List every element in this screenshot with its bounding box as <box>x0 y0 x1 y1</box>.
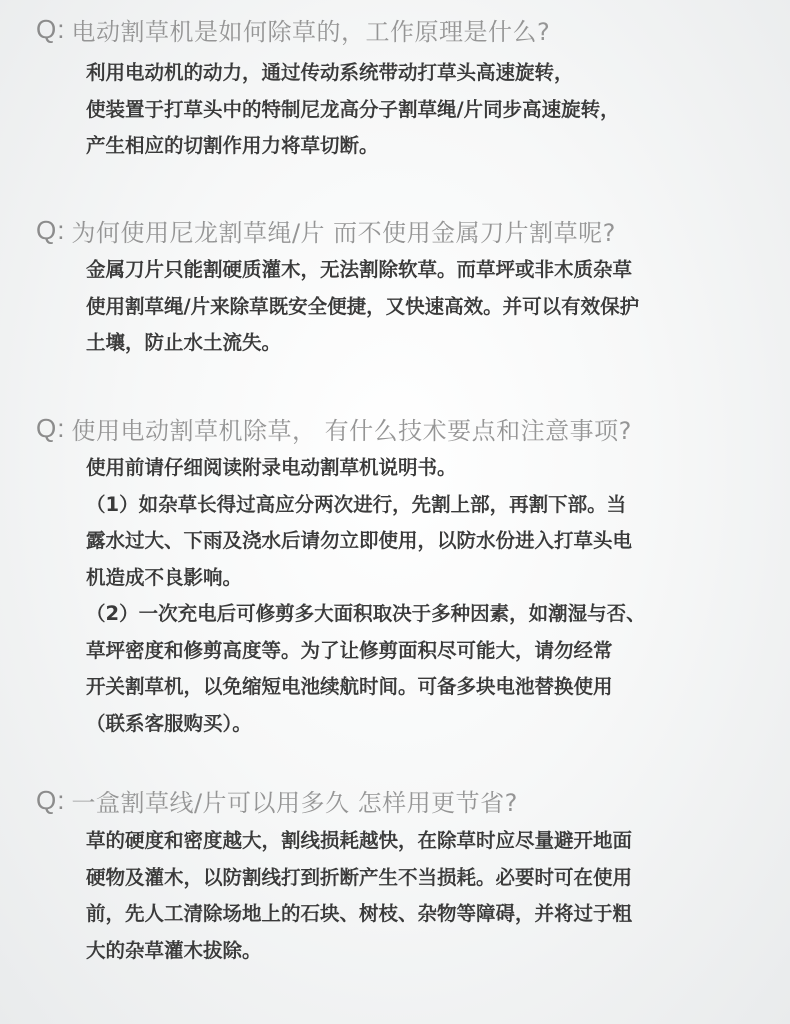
question-prefix: Q: <box>36 13 66 44</box>
answer-line: 草的硬度和密度越大，割线损耗越快，在除草时应尽量避开地面 <box>86 829 633 852</box>
faq-answer <box>86 252 766 362</box>
question-text: 一盒割草线/片可以用多久 怎样用更节省? <box>71 788 518 817</box>
answer-line: （1）如杂草长得过高应分两次进行，先割上部，再割下部。当 <box>86 492 627 516</box>
answer-line: 利用电动机的动力，通过传动系统带动打草头高速旋转， <box>86 61 574 84</box>
question-prefix: Q: <box>36 214 66 245</box>
question-text: 为何使用尼龙割草绳/片 而不使用金属刀片割草呢? <box>71 218 616 247</box>
question-prefix: Q: <box>36 412 66 443</box>
answer-line: 使装置于打草头中的特制尼龙高分子割草绳/片同步高速旋转， <box>86 97 620 121</box>
answer-line: 露水过大、下雨及浇水后请勿立即使用，以防水份进入打草头电 <box>86 529 633 552</box>
answer-line: 开关割草机，以免缩短电池续航时间。可备多块电池替换使用 <box>86 675 613 698</box>
answer-line: 硬物及灌木，以防割线打到折断产生不当损耗。必要时可在使用 <box>86 865 633 889</box>
answer-line: 土壤，防止水土流失。 <box>86 331 282 354</box>
faq-question <box>36 782 518 818</box>
answer-line: （联系客服购买）。 <box>86 711 252 735</box>
faq-question <box>36 410 632 446</box>
answer-line: 产生相应的切割作用力将草切断。 <box>86 134 379 157</box>
answer-line: 大的杂草灌木拔除。 <box>86 938 262 962</box>
faq-answer <box>86 55 766 165</box>
faq-question <box>36 212 616 248</box>
answer-line: 使用割草绳/片来除草既安全便捷，又快速高效。并可以有效保护 <box>86 294 640 318</box>
faq-question <box>36 11 550 47</box>
answer-line: 机造成不良影响。 <box>86 565 243 589</box>
faq-answer <box>86 450 766 742</box>
answer-line: 草坪密度和修剪高度等。为了让修剪面积尽可能大，请勿经常 <box>86 638 613 662</box>
answer-line: 使用前请仔细阅读附录电动割草机说明书。 <box>86 456 457 479</box>
faq-answer <box>86 823 766 969</box>
question-text: 使用电动割草机除草， 有什么技术要点和注意事项? <box>71 416 632 445</box>
answer-line: 前，先人工清除场地上的石块、树枝、杂物等障碍，并将过于粗 <box>86 902 633 925</box>
question-text: 电动割草机是如何除草的，工作原理是什么? <box>71 17 551 46</box>
question-prefix: Q: <box>36 784 66 815</box>
answer-line: （2）一次充电后可修剪多大面积取决于多种因素，如潮湿与否、 <box>86 602 646 625</box>
answer-line: 金属刀片只能割硬质灌木，无法割除软草。而草坪或非木质杂草 <box>86 258 633 281</box>
